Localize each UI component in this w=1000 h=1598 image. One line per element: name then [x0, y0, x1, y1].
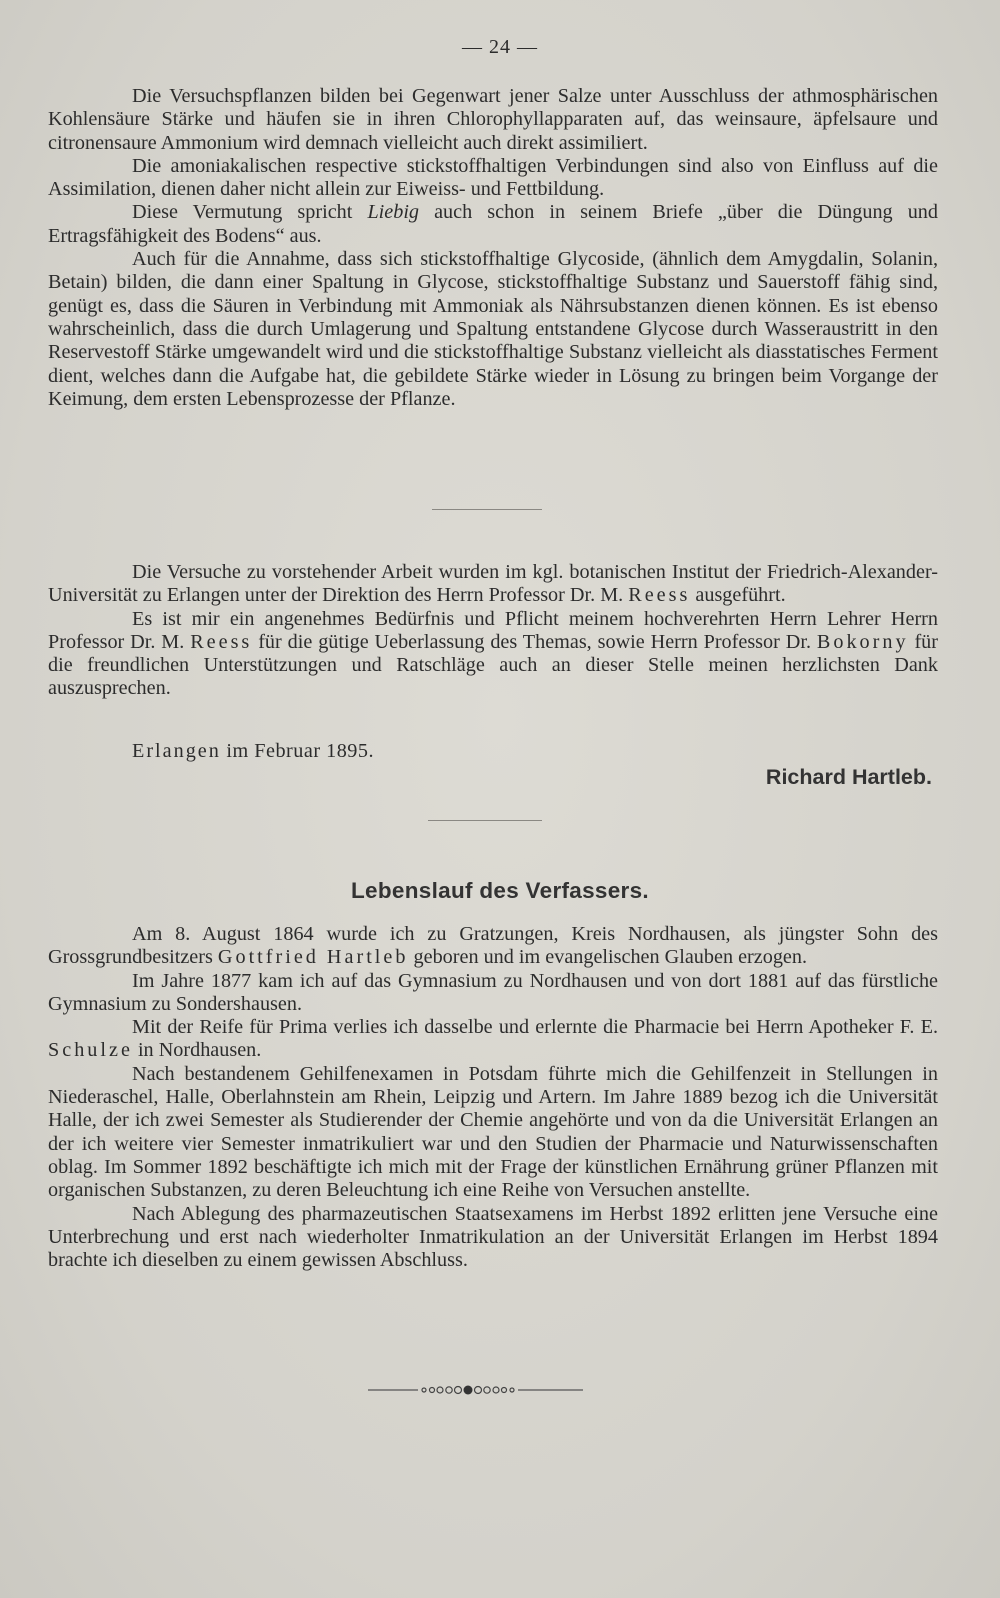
paragraph: Nach bestandenem Gehilfenexamen in Potsdam führte mich die Gehilfenzeit in Stellungen in Niederaschel, Halle, Oberlahnstein am Rhein, Leipzig und Artern. Im Jahre 1889 bezog ich die Universität Halle, der ich zwei Semester als Studierender der Chemie angehörte und von da die Universität Erlangen an der ich weitere vier Semester inmatrikuliert war und den Studien der Pharmacie und Naturwissenschaften oblag. Im Sommer 1892 beschäftigte ich mich mit der Frage der künstlichen Ernährung grüner Pflanzen mit organischen Substanzen, zu deren Beleuchtung ich eine Reihe von Versuchen anstellte.	[48, 1062, 938, 1202]
text-run: geboren und im evangelischen Glauben erzogen.	[408, 946, 808, 969]
text-run: auch schon in seinem Briefe „über die Düngung und Ertragsfähigkeit des Bodens“ aus.	[48, 201, 938, 247]
paragraph	[48, 608, 938, 701]
paragraph	[48, 1016, 938, 1063]
conclusion-section	[48, 85, 938, 411]
page-number: — 24 —	[462, 36, 538, 58]
text-run: Mit der Reife für Prima verlies ich dasselbe und erlernte die Pharmacie bei Herrn Apotheker F. E.	[132, 1016, 938, 1039]
text-run: ausgeführt.	[690, 584, 786, 607]
text-run: in Nordhausen.	[132, 1039, 262, 1062]
section-divider	[432, 509, 542, 510]
paragraph	[48, 201, 938, 248]
person-name: Gottfried Hartleb	[217, 946, 409, 969]
paragraph: Die Versuchspflanzen bilden bei Gegenwart jener Salze unter Ausschluss der athmosphärischen Kohlensäure Stärke und häufen sie in ihren Chlorophyllapparaten auf, das weinsaure, äpfelsaure und citronensaure Ammonium wird demnach vielleicht auch direkt assimiliert.	[48, 85, 938, 154]
person-name: Reess	[190, 630, 253, 653]
text-run: Es ist mir ein angenehmes Bedürfnis und Pflicht meinem hochverehrten Herrn Lehrer Herrn Professor Dr. M.	[48, 607, 938, 653]
person-name: Schulze	[48, 1039, 133, 1062]
paragraph: Die amoniakalischen respective stickstoffhaltigen Verbindungen sind also von Einfluss auf die Assimilation, dienen daher nicht allein zur Eiweiss- und Fettbildung.	[48, 154, 938, 201]
author-signature: Richard Hartleb.	[765, 765, 932, 789]
text-run: Die Versuche zu vorstehender Arbeit wurden im kgl. botanischen Institut der Friedrich-Alexander-Universität zu Erlangen unter der Direktion des Herrn Professor Dr. M.	[48, 561, 938, 607]
place-date-line	[132, 740, 374, 763]
paragraph	[48, 561, 938, 608]
place: Erlangen	[132, 740, 221, 762]
text-run: für die gütige Ueberlassung des Themas, sowie Herrn Professor Dr.	[252, 630, 817, 653]
acknowledgement-section	[48, 561, 938, 701]
end-ornament	[368, 1382, 598, 1398]
biography-heading: Lebenslauf des Verfassers.	[351, 878, 649, 903]
text-run: für die freundlichen Unterstützungen und Ratschläge auch an dieser Stelle meinen herzlichsten Dank auszusprechen.	[48, 630, 938, 700]
paragraph: Nach Ablegung des pharmazeutischen Staatsexamens im Herbst 1892 erlitten jene Versuche eine Unterbrechung und erst nach wiederholter Inmatrikulation an der Universität Erlangen im Herbst 1894 brachte ich dieselben zu einem gewissen Abschluss.	[48, 1202, 938, 1272]
paragraph: Auch für die Annahme, dass sich stickstoffhaltige Glycoside, (ähnlich dem Amygdalin, Solanin, Betain) bilden, die dann einer Spaltung in Glycose, stickstoffhaltige Substanz und Sauerstoff fähig sind, genügt es, dass die Säuren in Verbindung mit Ammoniak als Nährsubstanzen dienen können. Es ist ebenso wahrscheinlich, dass die durch Umlagerung und Spaltung entstandene Glycose durch Wasseraustritt in den Reservestoff Stärke umgewandelt wird und die stickstoffhaltige Substanz vielleicht als diasstatisches Ferment dient, welches dann die Aufgabe hat, die gebildete Stärke wieder in Lösung zu bringen beim Vorgange der Keimung, dem ersten Lebensprozesse der Pflanze.	[48, 248, 938, 410]
biography-section	[48, 923, 938, 1272]
date: im Februar 1895.	[220, 740, 375, 762]
person-name: Bokorny	[816, 630, 909, 653]
text-run: Am 8. August 1864 wurde ich zu Gratzungen, Kreis Nordhausen, als jüngster Sohn des Grossgrundbesitzers	[48, 923, 938, 969]
paragraph: Im Jahre 1877 kam ich auf das Gymnasium zu Nordhausen und von dort 1881 auf das fürstliche Gymnasium zu Sondershausen.	[48, 969, 938, 1015]
section-divider	[428, 820, 542, 821]
author-name: Liebig	[367, 201, 420, 224]
text-run: Diese Vermutung spricht	[132, 201, 368, 224]
paragraph	[48, 923, 938, 970]
person-name: Reess	[628, 584, 691, 607]
